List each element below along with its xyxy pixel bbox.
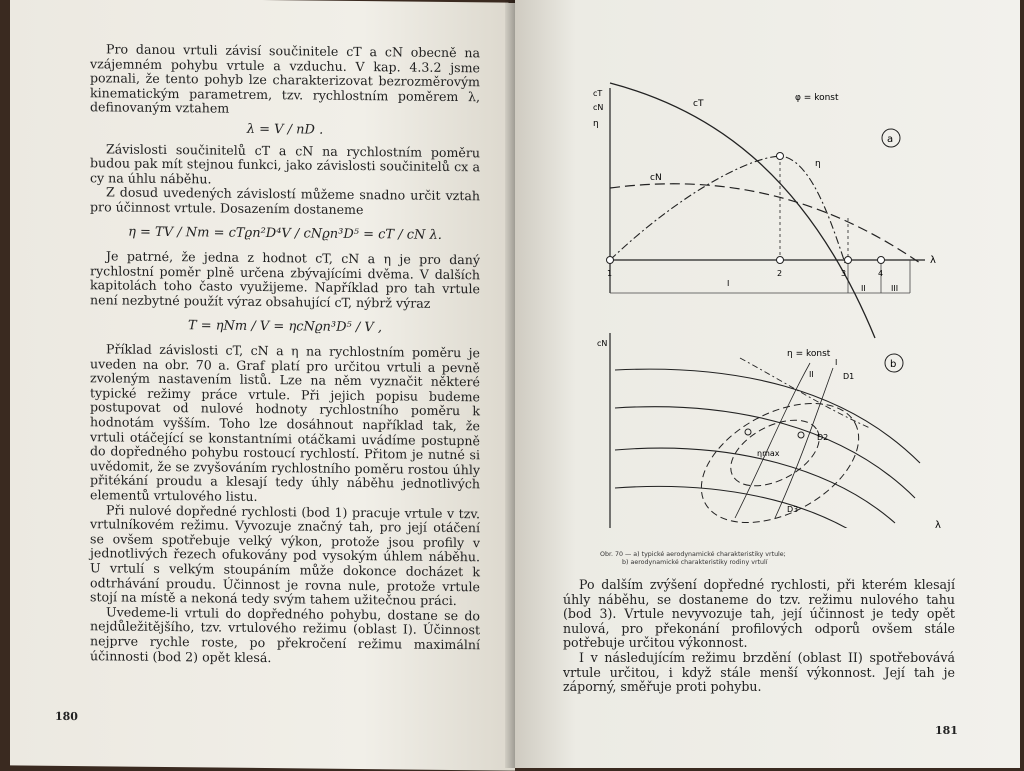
ylabel-ct: cT [593, 89, 603, 98]
panel-a-letter: a [887, 134, 894, 145]
paragraph: Pro danou vrtuli závisí součinitele cT a cN obecně na vzájemném pohybu vrtule a vzduchu. V kap. 4.3.2 jsme poznali, že tento pohyb lze charakterizovat bezrozměrovým kinematickým parametrem, tzv. rychlostním poměrem λ, definovaným vztahem [90, 41, 480, 117]
ylabel-cn-b: cN [597, 339, 608, 348]
point-2 [777, 257, 784, 264]
right-page [515, 0, 1020, 768]
point-3 [845, 257, 852, 264]
left-text-block [90, 42, 480, 667]
point-1 [607, 257, 614, 264]
point-label-4: 4 [878, 269, 884, 278]
point-label-3: 3 [841, 269, 847, 278]
page-number-right: 181 [935, 724, 958, 737]
panel-b [597, 333, 941, 528]
caption-line-b: b) aerodynamické charakteristiky rodiny vrtulí [622, 559, 768, 566]
page-number-left: 180 [55, 709, 78, 724]
figure-caption [600, 551, 950, 567]
formula-efficiency: η = TV / Nm = cTϱn²D⁴V / cNϱn³D⁵ = cT / cN λ. [128, 224, 442, 243]
panel-b-letter: b [890, 359, 897, 370]
point-eta-max [777, 153, 784, 160]
figure-70 [585, 78, 1005, 528]
region-label-ii: II [861, 284, 866, 293]
left-page [10, 0, 515, 771]
curve-label-ct: cT [693, 99, 704, 109]
xlabel-lambda-b: λ [935, 520, 941, 528]
paragraph: Po dalším zvýšení dopředné rychlosti, při kterém klesají úhly náběhu, se dostaneme do tzv. režimu nulového tahu (bod 3). Vrtule nevyvozuje tah, její účinnost je tedy opět nulová, pro překonání profilových odporů ovšem stále potřebuje určitou výkonnost. [563, 577, 955, 651]
paragraph: Při nulové dopředné rychlosti (bod 1) pracuje vrtule v tzv. vrtulníkovém režimu. Vyvozuje značný tah, pro její otáčení se ovšem spotřebuje velký výkon, protože jsou profily v jednotlivých řezech ofukovány pod vysokým úhlem náběhu. U vrtulí s velkým stoupáním může dokonce docházet k odtrhávání proudu. Účinnost je rovna nule, protože vrtule stojí na místě a nekoná tedy svým tahem užitečnou práci. [90, 501, 480, 609]
curve-label-cn: cN [650, 173, 662, 183]
point-label-2: 2 [777, 269, 783, 278]
point-label-d2: D2 [817, 433, 829, 442]
curve-cn [610, 184, 920, 263]
paragraph: I v následujícím režimu brzdění (oblast II) spotřebovává vrtule určitou, i když stále menší výkonnost. Její tah je záporný, směřuje proti pohybu. [563, 649, 955, 695]
panel-a [593, 83, 936, 338]
paragraph: Uvedeme-li vrtuli do dopředného pohybu, dostane se do nejdůležitějšího, tzv. vrtulového režimu (oblast I). Účinnost nejprve rychle roste, po překročení režimu maximální účinnosti (bod 2) opět klesá. [90, 604, 480, 665]
formula-thrust: T = ηNm / V = ηcNϱn³D⁵ / V , [187, 317, 383, 335]
point-4 [878, 257, 885, 264]
point-label-1: 1 [607, 269, 613, 278]
phi-konst-label: φ = konst [795, 93, 839, 103]
paragraph: Z dosud uvedených závislostí můžeme snadno určit vztah pro účinnost vrtule. Dosazením dostaneme [90, 184, 480, 217]
eta-contour-outer [681, 379, 878, 528]
curve-label-eta: η [815, 159, 821, 169]
region-label-b-i: I [835, 358, 838, 367]
paragraph: Příklad závislosti cT, cN a η na rychlostním poměru je uveden na obr. 70 a. Graf platí pro určitou vrtuli a pevně zvoleným nastavením listů. Lze na něm vyznačit některé typické režimy práce vrtule. Při jejich popisu budeme postupovat od nulové hodnoty rychlostního poměru k hodnotám vyšším. Toho lze dosáhnout například tak, že vrtuli otáčející se konstantními otáčkami uvádíme postupně do dopředného pohybu rostoucí rychlostí. Přitom je nutné si uvědomit, že se zvyšováním rychlostního poměru rostou úhly přitékání proudu a klesají tedy úhly náběhu jednotlivých elementů vrtulového listu. [90, 341, 480, 504]
curve-eta [610, 156, 845, 263]
ylabel-cn: cN [593, 103, 604, 112]
region-label-i: I [727, 279, 730, 288]
region-label-iii: III [891, 284, 899, 293]
caption-line-a: Obr. 70 — a) typické aerodynamické charakteristiky vrtule; [600, 551, 786, 558]
formula-lambda: λ = V / nD . [246, 121, 324, 138]
eta-max-label: ηmax [757, 449, 780, 458]
ylabel-eta: η [593, 119, 599, 129]
xlabel-lambda-a: λ [930, 255, 936, 266]
point-label-d3: D3 [787, 505, 799, 514]
right-text-block [563, 578, 955, 695]
paragraph: Je patrné, že jedna z hodnot cT, cN a η je pro daný rychlostní poměr plně určena zbývajícími dvěma. V dalších kapitolách toho často využijeme. Například pro tah vrtule není nezbytné použít výraz obsahující cT, nýbrž výraz [90, 248, 480, 311]
curve-ct [610, 83, 875, 338]
region-label-b-ii: II [809, 370, 814, 379]
eta-konst-label: η = konst [787, 349, 831, 359]
point-label-d1: D1 [843, 372, 855, 381]
paragraph: Závislosti součinitelů cT a cN na rychlostním poměru budou pak mít stejnou funkci, jako závislosti součinitelů cx a cy na úhlu náběhu. [90, 140, 480, 187]
